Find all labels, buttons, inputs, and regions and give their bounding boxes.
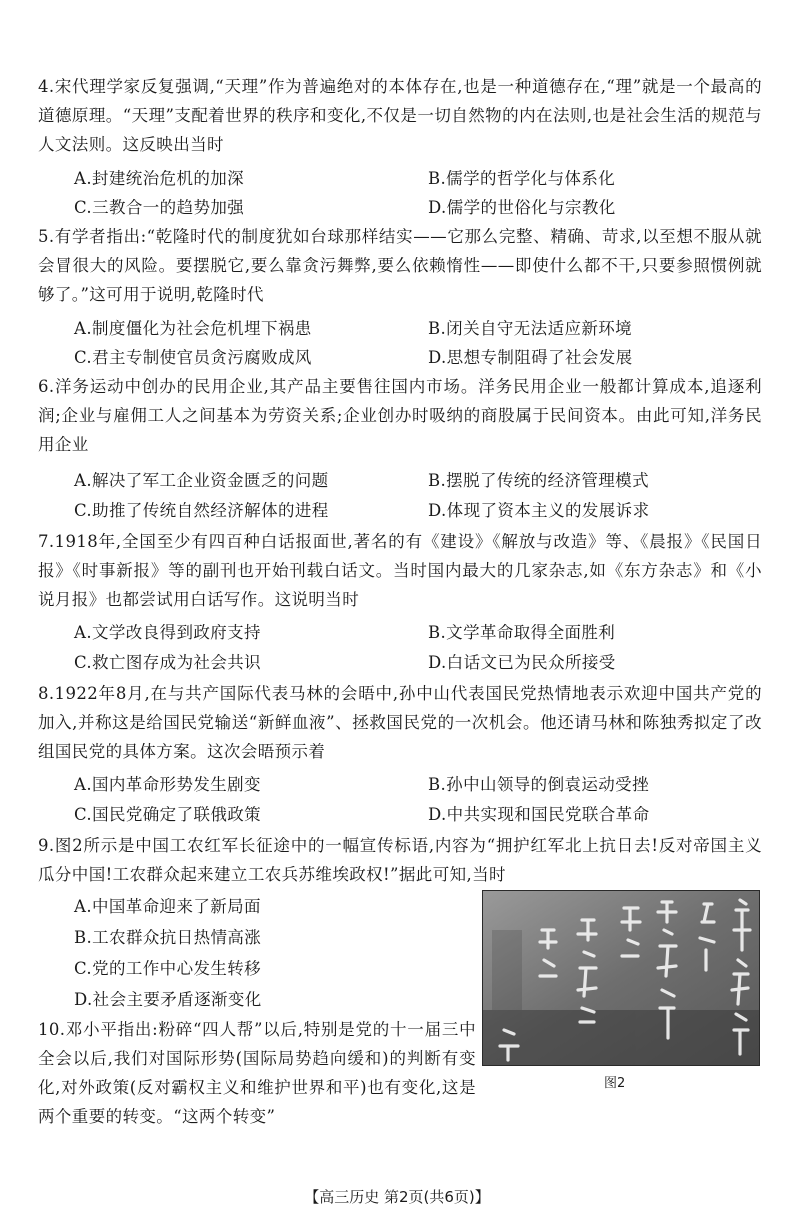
question-10-stem: 10.邓小平指出:粉碎“四人帮”以后,特别是党的十一届三中全会以后,我们对国际形势(国际局势趋向缓和)的判断有变化,对外政策(反对霸权主义和维护世界和平)也有变化,这是两个重要的转变。“这两个转变” xyxy=(38,1020,476,1126)
question-5-option-a: A.制度僵化为社会危机埋下祸患 xyxy=(74,319,312,338)
question-6-option-b: B.摆脱了传统的经济管理模式 xyxy=(428,471,649,490)
question-9-option-d: D.社会主要矛盾逐渐变化 xyxy=(74,990,262,1009)
question-8-option-d: D.中共实现和国民党联合革命 xyxy=(428,805,650,824)
question-8-stem: 8.1922年8月,在与共产国际代表马林的会晤中,孙中山代表国民党热情地表示欢迎中国共产党的加入,并称这是给国民党输送“新鲜血液”、拯救国民党的一次机会。他还请马林和陈独秀拟定了改组国民党的具体方案。这次会晤预示着 xyxy=(38,684,762,761)
question-5-option-d: D.思想专制阻碍了社会发展 xyxy=(428,348,633,367)
question-4-stem: 4.宋代理学家反复强调,“天理”作为普遍绝对的本体存在,也是一种道德存在,“理”就是一个最高的道德原理。“天理”支配着世界的秩序和变化,不仅是一切自然物的内在法则,也是社会生活的规范与人文法则。这反映出当时 xyxy=(38,77,762,154)
question-5-option-b: B.闭关自守无法适应新环境 xyxy=(428,319,633,338)
question-7-option-d: D.白话文已为民众所接受 xyxy=(428,653,616,672)
question-6-option-d: D.体现了资本主义的发展诉求 xyxy=(428,501,650,520)
question-4-option-a: A.封建统治危机的加深 xyxy=(74,169,245,188)
question-7-option-c: C.救亡图存成为社会共识 xyxy=(74,653,262,672)
question-4-option-d: D.儒学的世俗化与宗教化 xyxy=(428,198,616,217)
question-6-stem: 6.洋务运动中创办的民用企业,其产品主要售往国内市场。洋务民用企业一般都计算成本,追逐利润;企业与雇佣工人之间基本为劳资关系;企业创办时吸纳的商股属于民间资本。由此可知,洋务民用企业 xyxy=(38,377,762,454)
question-8-option-a: A.国内革命形势发生剧变 xyxy=(74,775,261,794)
question-6-option-a: A.解决了军工企业资金匮乏的问题 xyxy=(74,471,329,490)
question-9-option-a: A.中国革命迎来了新局面 xyxy=(74,897,261,916)
question-9-option-c: C.党的工作中心发生转移 xyxy=(74,959,262,978)
question-6-option-c: C.助推了传统自然经济解体的进程 xyxy=(74,501,329,520)
figure-2-slogan-photo xyxy=(482,890,760,1066)
figure-2-caption: 图2 xyxy=(604,1076,626,1091)
question-8-option-c: C.国民党确定了联俄政策 xyxy=(74,805,262,824)
question-7-option-a: A.文学改良得到政府支持 xyxy=(74,623,261,642)
question-9-option-b: B.工农群众抗日热情高涨 xyxy=(74,928,262,947)
question-5-stem: 5.有学者指出:“乾隆时代的制度犹如台球那样结实——它那么完整、精确、苛求,以至想不服从就会冒很大的风险。要摆脱它,要么靠贪污舞弊,要么依赖惰性——即使什么都不干,只要参照惯例就够了。”这可用于说明,乾隆时代 xyxy=(38,227,762,304)
question-4-option-c: C.三教合一的趋势加强 xyxy=(74,198,245,217)
question-8-option-b: B.孙中山领导的倒袁运动受挫 xyxy=(428,775,649,794)
question-9-stem: 9.图2所示是中国工农红军长征途中的一幅宣传标语,内容为“拥护红军北上抗日去!反对帝国主义瓜分中国!工农群众起来建立工农兵苏维埃政权!”据此可知,当时 xyxy=(38,836,762,884)
slogan-photo-image xyxy=(482,890,760,1066)
page-footer: 【高三历史 第2页(共6页)】 xyxy=(304,1188,490,1206)
question-4-option-b: B.儒学的哲学化与体系化 xyxy=(428,169,616,188)
question-7-option-b: B.文学革命取得全面胜利 xyxy=(428,623,616,642)
question-5-option-c: C.君主专制使官员贪污腐败成风 xyxy=(74,348,312,367)
question-7-stem: 7.1918年,全国至少有四百种白话报面世,著名的有《建设》《解放与改造》等、《晨报》《民国日报》《时事新报》等的副刊也开始刊载白话文。当时国内最大的几家杂志,如《东方杂志》和《小说月报》也都尝试用白话写作。这说明当时 xyxy=(38,532,762,609)
